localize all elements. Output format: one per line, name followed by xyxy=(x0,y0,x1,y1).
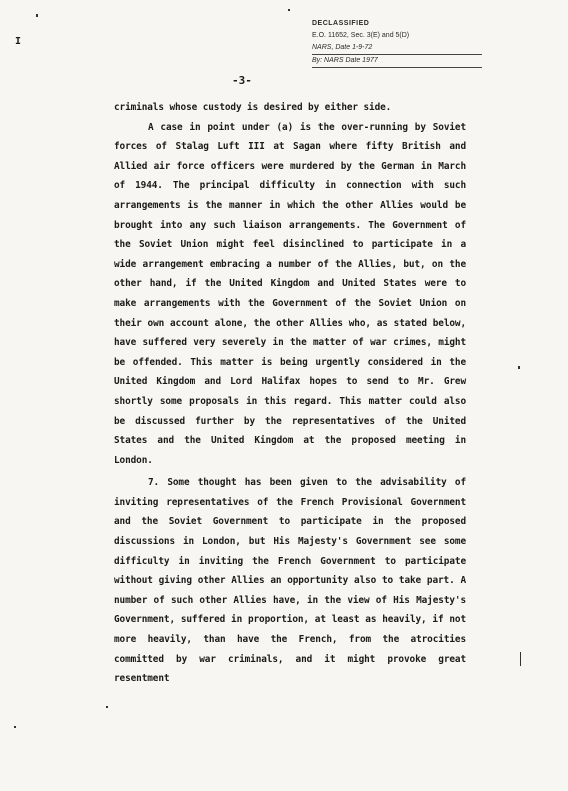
paragraph-7: 7. Some thought has been given to the advisability of inviting representatives of the French Provisional Government and the Soviet Government to participate in the proposed discussions in London, but His Majesty's Government see some difficulty in inviting the French Government to participate without giving other Allies an opportunity also to take part. A number of such other Allies have, in the view of His Majesty's Government, suffered in proportion, at least as heavily, if not more heavily, than have the French, from the atrocities committed by war criminals, and it might provoke great resentment xyxy=(114,477,466,685)
stamp-line-4: By: NARS Date 1977 xyxy=(312,55,482,68)
declassification-stamp xyxy=(312,18,482,68)
scan-speck xyxy=(520,652,521,666)
stamp-line-2: E.O. 11652, Sec. 3(E) and 5(D) xyxy=(312,32,410,39)
stamp-line-1: DECLASSIFIED xyxy=(312,20,370,27)
page-number: -3- xyxy=(232,74,252,87)
body-text xyxy=(114,98,466,689)
margin-mark: I xyxy=(15,36,22,47)
scan-speck xyxy=(14,726,16,728)
stamp-line-3: NARS, Date 1-9-72 xyxy=(312,42,482,55)
scan-speck xyxy=(288,9,290,11)
scan-speck xyxy=(36,14,38,17)
scan-speck xyxy=(106,706,108,708)
paragraph-continuation: criminals whose custody is desired by either side. xyxy=(114,102,392,113)
scan-speck xyxy=(518,366,520,369)
paragraph-case-in-point: A case in point under (a) is the over-running by Soviet forces of Stalag Luft III at Sagan where fifty British and Allied air force officers were murdered by the German in March of 1944. The principal difficulty in connection with such arrangements is the manner in which the other Allies would be brought into any such liaison arrangements. The Government of the Soviet Union might feel disinclined to participate in a wide arrangement embracing a number of the Allies, but, on the other hand, if the United Kingdom and United States were to make arrangements with the Government of the Soviet Union on their own account alone, the other Allies who, as stated below, have suffered very severely in the matter of war crimes, might be offended. This matter is being urgently considered in the United Kingdom and Lord Halifax hopes to send to Mr. Grew shortly some proposals in this regard. This matter could also be discussed further by the representatives of the United States and the United Kingdom at the proposed meeting in London. xyxy=(114,121,466,466)
